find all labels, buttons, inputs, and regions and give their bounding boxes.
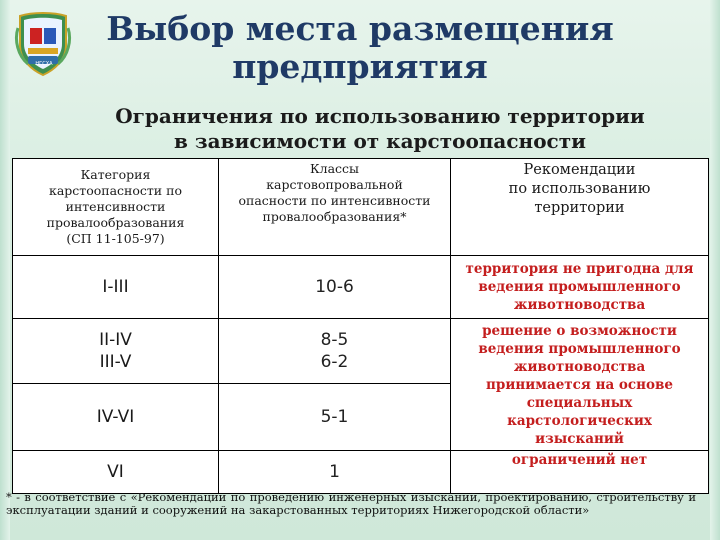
header-category	[13, 159, 219, 256]
left-border-decoration	[0, 0, 10, 540]
header-recommendation-line: Рекомендации	[523, 162, 636, 178]
category-value: VI	[107, 462, 124, 482]
classes-cell	[219, 451, 451, 494]
recommendation-cell-not-suitable	[451, 256, 709, 319]
category-cell	[13, 451, 219, 494]
header-recommendation	[451, 159, 709, 256]
header-category-text	[13, 165, 218, 249]
header-recommendation-line: территории	[534, 200, 625, 216]
shield-emblem-icon	[14, 8, 72, 78]
recommendation-line: карстологических	[507, 412, 652, 429]
table-row	[13, 319, 709, 384]
category-value: III-V	[99, 352, 132, 372]
classes-cell	[219, 256, 451, 319]
header-recommendation-line: по использованию	[508, 181, 651, 197]
header-recommendation-text	[451, 159, 708, 220]
header-category-line: Категория	[80, 167, 151, 182]
logo-text: НГСХА	[35, 61, 53, 67]
recommendation-line: животноводства	[513, 358, 646, 375]
recommendation-cell-none	[451, 451, 709, 494]
header-classes-line: Классы	[309, 161, 360, 176]
recommendation-line: территория не пригодна для	[465, 261, 694, 277]
classes-cell	[219, 384, 451, 451]
university-logo	[14, 8, 72, 78]
recommendation-line: изысканий	[535, 430, 624, 447]
header-category-line: интенсивности	[65, 199, 166, 214]
classes-value: 1	[329, 462, 340, 482]
header-category-line: карстоопасности по	[49, 183, 182, 198]
classes-value: 8-5	[320, 330, 349, 350]
recommendation-line: специальных	[526, 394, 633, 411]
header-classes-text	[219, 159, 450, 227]
slide-title-line-2: предприятия	[232, 47, 488, 86]
table-row	[13, 256, 709, 319]
category-cell	[13, 256, 219, 319]
recommendation-line: принимается на основе	[486, 376, 673, 393]
category-value: I-III	[102, 277, 129, 297]
slide-subtitle	[60, 104, 700, 154]
recommendation-cell-special	[451, 319, 709, 451]
slide-subtitle-line-2: в зависимости от карстоопасности	[174, 129, 586, 153]
classes-value: 5-1	[320, 407, 349, 427]
slide-title-line-1: Выбор места размещения	[106, 9, 614, 48]
header-category-line: (СП 11-105-97)	[66, 231, 165, 246]
slide-title	[80, 10, 640, 86]
category-cell	[13, 384, 219, 451]
karst-restrictions-table	[12, 158, 709, 494]
header-classes-line: провалообразования*	[262, 209, 407, 224]
recommendation-line: решение о возможности	[482, 322, 677, 339]
recommendation-line: ведения промышленного	[478, 279, 681, 295]
classes-cell	[219, 319, 451, 384]
category-value: IV-VI	[96, 407, 135, 427]
header-classes-line: карстовопровальной	[266, 177, 403, 192]
footnote: * - в соответствие с «Рекомендации по проведению инженерных изысканий, проектированию, строительству и эксплуатации зданий и сооружений на закарстованных территориях Нижегородской области»	[6, 490, 696, 517]
table-header-row	[13, 159, 709, 256]
header-classes-line: опасности по интенсивности	[238, 193, 431, 208]
header-category-line: провалообразования	[46, 215, 185, 230]
recommendation-line: ведения промышленного	[478, 340, 681, 357]
slide-subtitle-line-1: Ограничения по использованию территории	[115, 104, 645, 128]
karst-table-container	[12, 158, 708, 494]
header-classes	[219, 159, 451, 256]
category-value: II-IV	[99, 330, 132, 350]
table-row	[13, 451, 709, 494]
category-cell	[13, 319, 219, 384]
classes-value: 6-2	[320, 352, 349, 372]
right-border-decoration	[710, 0, 720, 540]
classes-value: 10-6	[315, 277, 354, 297]
recommendation-line: ограничений нет	[511, 452, 648, 468]
recommendation-line: животноводства	[513, 297, 646, 313]
